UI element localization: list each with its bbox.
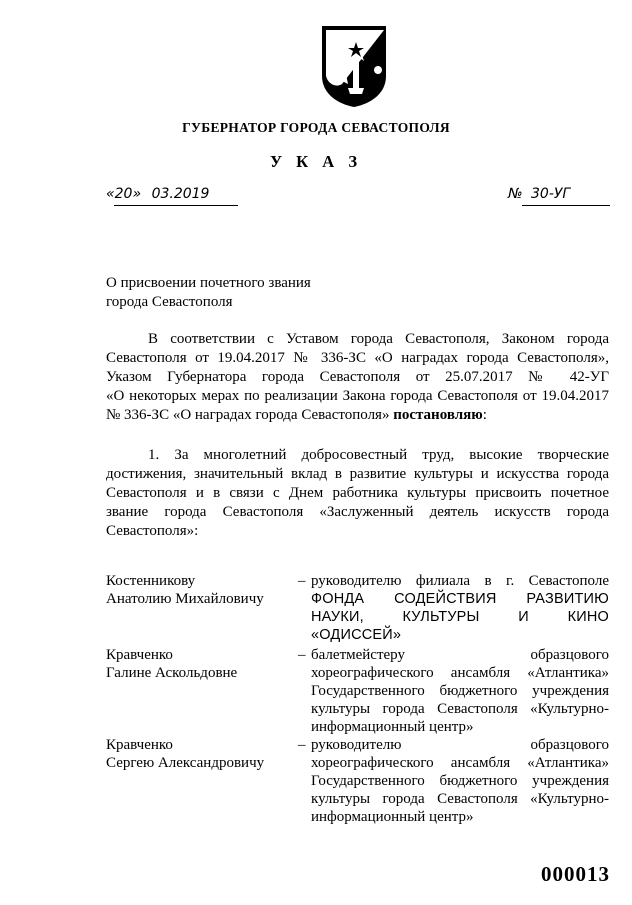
decree-keyword: постановляю <box>393 407 483 423</box>
position-line: информационный центр» <box>311 719 474 735</box>
awardee-position <box>311 572 609 644</box>
preamble-line: Указом Губернатора города Севастополя от 25.07.2017 № 42-УГ <box>106 369 609 385</box>
preamble-line: В соответствии с Уставом города Севастополя, Законом города <box>148 331 609 347</box>
position-line: руководителю образцового <box>311 737 609 753</box>
preamble-text: № 336-ЗС «О наградах города Севастополя» <box>106 407 390 423</box>
clause-line: Севастополя и в связи с Днем работника культуры присвоить почетное <box>106 485 609 501</box>
position-line: балетмейстеру образцового <box>311 647 609 663</box>
subject-line: города Севастополя <box>106 293 233 310</box>
clause-line: Севастополя»: <box>106 523 199 539</box>
number-underline <box>522 205 610 206</box>
position-line: руководителю филиала в г. Севастополе <box>311 573 609 589</box>
page-number: 000013 <box>541 862 610 886</box>
awardee-given-name: Анатолию Михайловичу <box>106 591 264 607</box>
number-value: 30-УГ <box>531 186 571 202</box>
preamble-line: Севастополя от 19.04.2017 № 336-ЗС «О наградах города Севастополя», <box>106 350 609 366</box>
position-line: культуры города Севастополя «Культурно- <box>311 701 609 717</box>
clause-1-paragraph <box>106 446 609 541</box>
awardee-surname: Кравченко <box>106 647 173 663</box>
preamble-line: «О некоторых мерах по реализации Закона города Севастополя от 19.04.2017 <box>106 388 609 404</box>
issuer-heading: ГУБЕРНАТОР ГОРОДА СЕВАСТОПОЛЯ <box>182 120 450 135</box>
preamble-colon: : <box>482 407 487 423</box>
position-line: Государственного бюджетного учреждения <box>311 683 609 699</box>
document-subject <box>106 274 311 311</box>
date-day: 20 <box>114 186 133 202</box>
awardee-position <box>311 646 609 736</box>
preamble-paragraph <box>106 330 609 425</box>
date-open-quote: « <box>106 186 115 202</box>
position-line: ФОНДА СОДЕЙСТВИЯ РАЗВИТИЮ <box>311 591 609 607</box>
document-number <box>508 186 610 206</box>
document-date <box>106 186 238 206</box>
number-sign: № <box>508 186 523 202</box>
awardee-surname: Кравченко <box>106 737 173 753</box>
document-type-heading: У К А З <box>269 152 363 171</box>
clause-line: 1. За многолетний добросовестный труд, высокие творческие <box>148 447 609 463</box>
position-line: хореографического ансамбля «Атлантика» <box>311 755 609 771</box>
awardee-dash: – <box>298 573 306 589</box>
clause-line: звание города Севастополя «Заслуженный деятель искусств города <box>106 504 609 520</box>
position-line: культуры города Севастополя «Культурно- <box>311 791 609 807</box>
date-month-year: 03.2019 <box>151 186 210 202</box>
date-close-quote: » <box>132 186 142 202</box>
subject-line: О присвоении почетного звания <box>106 275 311 291</box>
awardee-given-name: Галине Аскольдовне <box>106 665 238 681</box>
awardee-given-name: Сергею Александровичу <box>106 755 265 771</box>
awardee-dash: – <box>298 647 306 663</box>
awardee-name <box>106 736 264 772</box>
position-line: информационный центр» <box>311 809 474 825</box>
awardee-dash: – <box>298 737 306 753</box>
awardee-position <box>311 736 609 826</box>
position-line: «ОДИССЕЙ» <box>311 627 402 643</box>
clause-line: достижения, значительный вклад в развитие культуры и искусства города <box>106 466 609 482</box>
position-line: Государственного бюджетного учреждения <box>311 773 609 789</box>
date-underline <box>114 205 238 206</box>
position-line: НАУКИ, КУЛЬТУРЫ И КИНО <box>311 609 609 625</box>
coat-of-arms-emblem <box>318 24 390 108</box>
preamble-line <box>106 406 609 425</box>
awardee-surname: Костенникову <box>106 573 196 589</box>
position-line: хореографического ансамбля «Атлантика» <box>311 665 609 681</box>
awardee-name <box>106 572 264 608</box>
awardee-name <box>106 646 237 682</box>
